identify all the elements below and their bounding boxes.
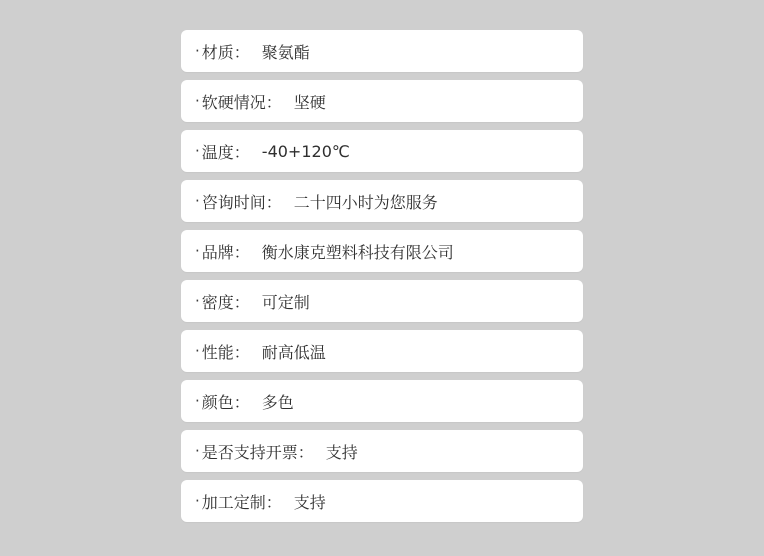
- spec-row: [181, 130, 583, 172]
- spec-row: [181, 30, 583, 72]
- spec-value: 耐高低温: [261, 342, 326, 362]
- spec-row: [181, 380, 583, 422]
- spec-value: 支持: [293, 492, 326, 512]
- bullet-icon: ·: [195, 91, 200, 110]
- bullet-icon: ·: [195, 191, 200, 210]
- spec-label: 材质：: [201, 42, 250, 62]
- bullet-icon: ·: [195, 241, 200, 260]
- spec-row: [181, 180, 583, 222]
- bullet-icon: ·: [195, 141, 200, 160]
- spec-label: 性能：: [201, 342, 250, 362]
- spec-row: [181, 330, 583, 372]
- spec-label: 咨询时间：: [201, 192, 282, 212]
- spec-label: 软硬情况：: [201, 92, 282, 112]
- spec-label: 颜色：: [201, 392, 250, 412]
- bullet-icon: ·: [195, 491, 200, 510]
- spec-label: 加工定制：: [201, 492, 282, 512]
- spec-row: [181, 480, 583, 522]
- spec-value: 聚氨酯: [261, 42, 310, 62]
- bullet-icon: ·: [195, 441, 200, 460]
- spec-label: 品牌：: [201, 242, 250, 262]
- spec-row: [181, 430, 583, 472]
- spec-value: 支持: [325, 442, 358, 462]
- spec-row: [181, 80, 583, 122]
- product-spec-list: [181, 30, 583, 522]
- spec-value: 可定制: [261, 292, 310, 312]
- spec-value: 二十四小时为您服务: [293, 192, 438, 212]
- spec-label: 温度：: [201, 142, 250, 162]
- bullet-icon: ·: [195, 291, 200, 310]
- spec-label: 是否支持开票：: [201, 442, 314, 462]
- spec-value: 坚硬: [293, 92, 326, 112]
- spec-row: [181, 280, 583, 322]
- spec-row: [181, 230, 583, 272]
- spec-value: 多色: [261, 392, 294, 412]
- bullet-icon: ·: [195, 391, 200, 410]
- spec-value: 衡水康克塑料科技有限公司: [261, 242, 454, 262]
- bullet-icon: ·: [195, 341, 200, 360]
- spec-label: 密度：: [201, 292, 250, 312]
- bullet-icon: ·: [195, 41, 200, 60]
- spec-value: -40+120℃: [261, 141, 350, 161]
